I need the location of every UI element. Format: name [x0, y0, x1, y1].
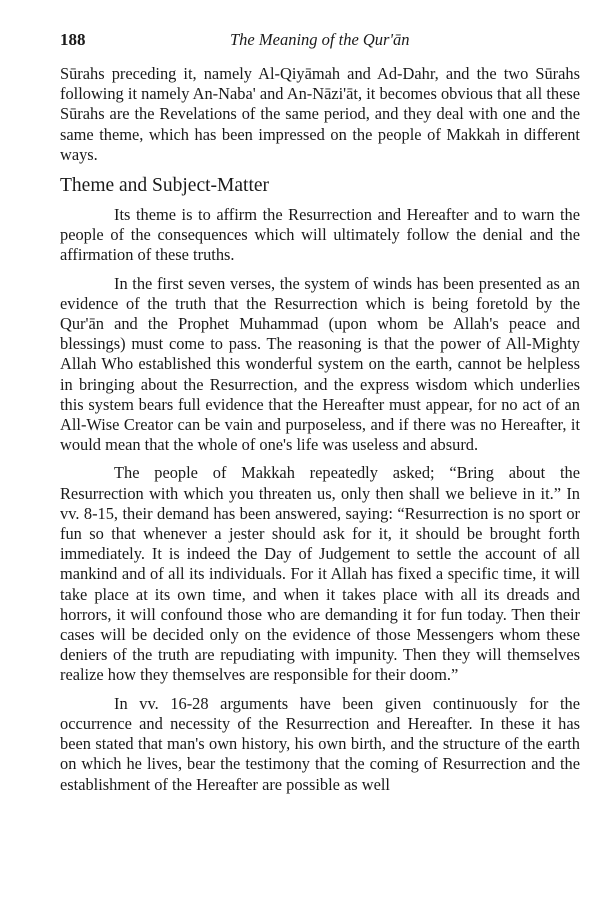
makkah-paragraph: The people of Makkah repeatedly asked; “Bring about the Resurrection with which you threaten us, only then shall we believe in it.” In vv. 8-15, their demand has been answered, saying: “Resurrection is no sport or fun so that whenever a jester should ask for it, it should be brought forth immediately. It is indeed the Day of Judgement to settle the account of all mankind and of all its individuals. For it Allah has fixed a specific time, it will take place at its own time, and when it takes place with all its dreads and horrors, it will confound those who are demanding it for fun today. Then their cases will be decided only on the evidence of those Messengers whom these deniers of the truth are repudiating with impunity. Then they will themselves realize how they themselves are responsible for their doom.”	[60, 463, 580, 685]
section-heading: Theme and Subject-Matter	[60, 175, 270, 197]
page-number: 188	[60, 30, 86, 49]
continued-paragraph: Sūrahs preceding it, namely Al-Qiyāmah and Ad-Dahr, and the two Sūrahs following it namely An-Naba' and An-Nāzi'āt, it becomes obvious that all these Sūrahs are the Revelations of the same period, and they deal with one and the same theme, which has been impressed on the people of Makkah in different ways.	[60, 64, 580, 164]
running-title: The Meaning of the Qur'ān	[230, 30, 410, 49]
arguments-paragraph: In vv. 16-28 arguments have been given continuously for the occurrence and necessity of the Resurrection and Hereafter. In these it has been stated that man's own history, his own birth, and the structure of the earth on which he lives, bear the testimony that the coming of Resurrection and the establishment of the Hereafter are possible as well	[60, 693, 580, 794]
page-header	[60, 30, 580, 54]
winds-paragraph: In the first seven verses, the system of winds has been presented as an evidence of the truth that the Resurrection which is being foretold by the Qur'ān and the Prophet Muhammad (upon whom be Allah's peace and blessings) must come to pass. The reasoning is that the power of All-Mighty Allah Who established this wonderful system on the earth, cannot be helpless in bringing about the Resurrection, and the express wisdom which underlies this system bears full evidence that the Hereafter must appear, for no act of an All-Wise Creator can be vain and purposeless, and if there was no Hereafter, it would mean that the whole of one's life was useless and absurd.	[60, 273, 580, 455]
theme-paragraph: Its theme is to affirm the Resurrection and Hereafter and to warn the people of the consequences which will ultimately follow the denial and the affirmation of these truths.	[60, 205, 580, 265]
page-body	[60, 64, 580, 795]
